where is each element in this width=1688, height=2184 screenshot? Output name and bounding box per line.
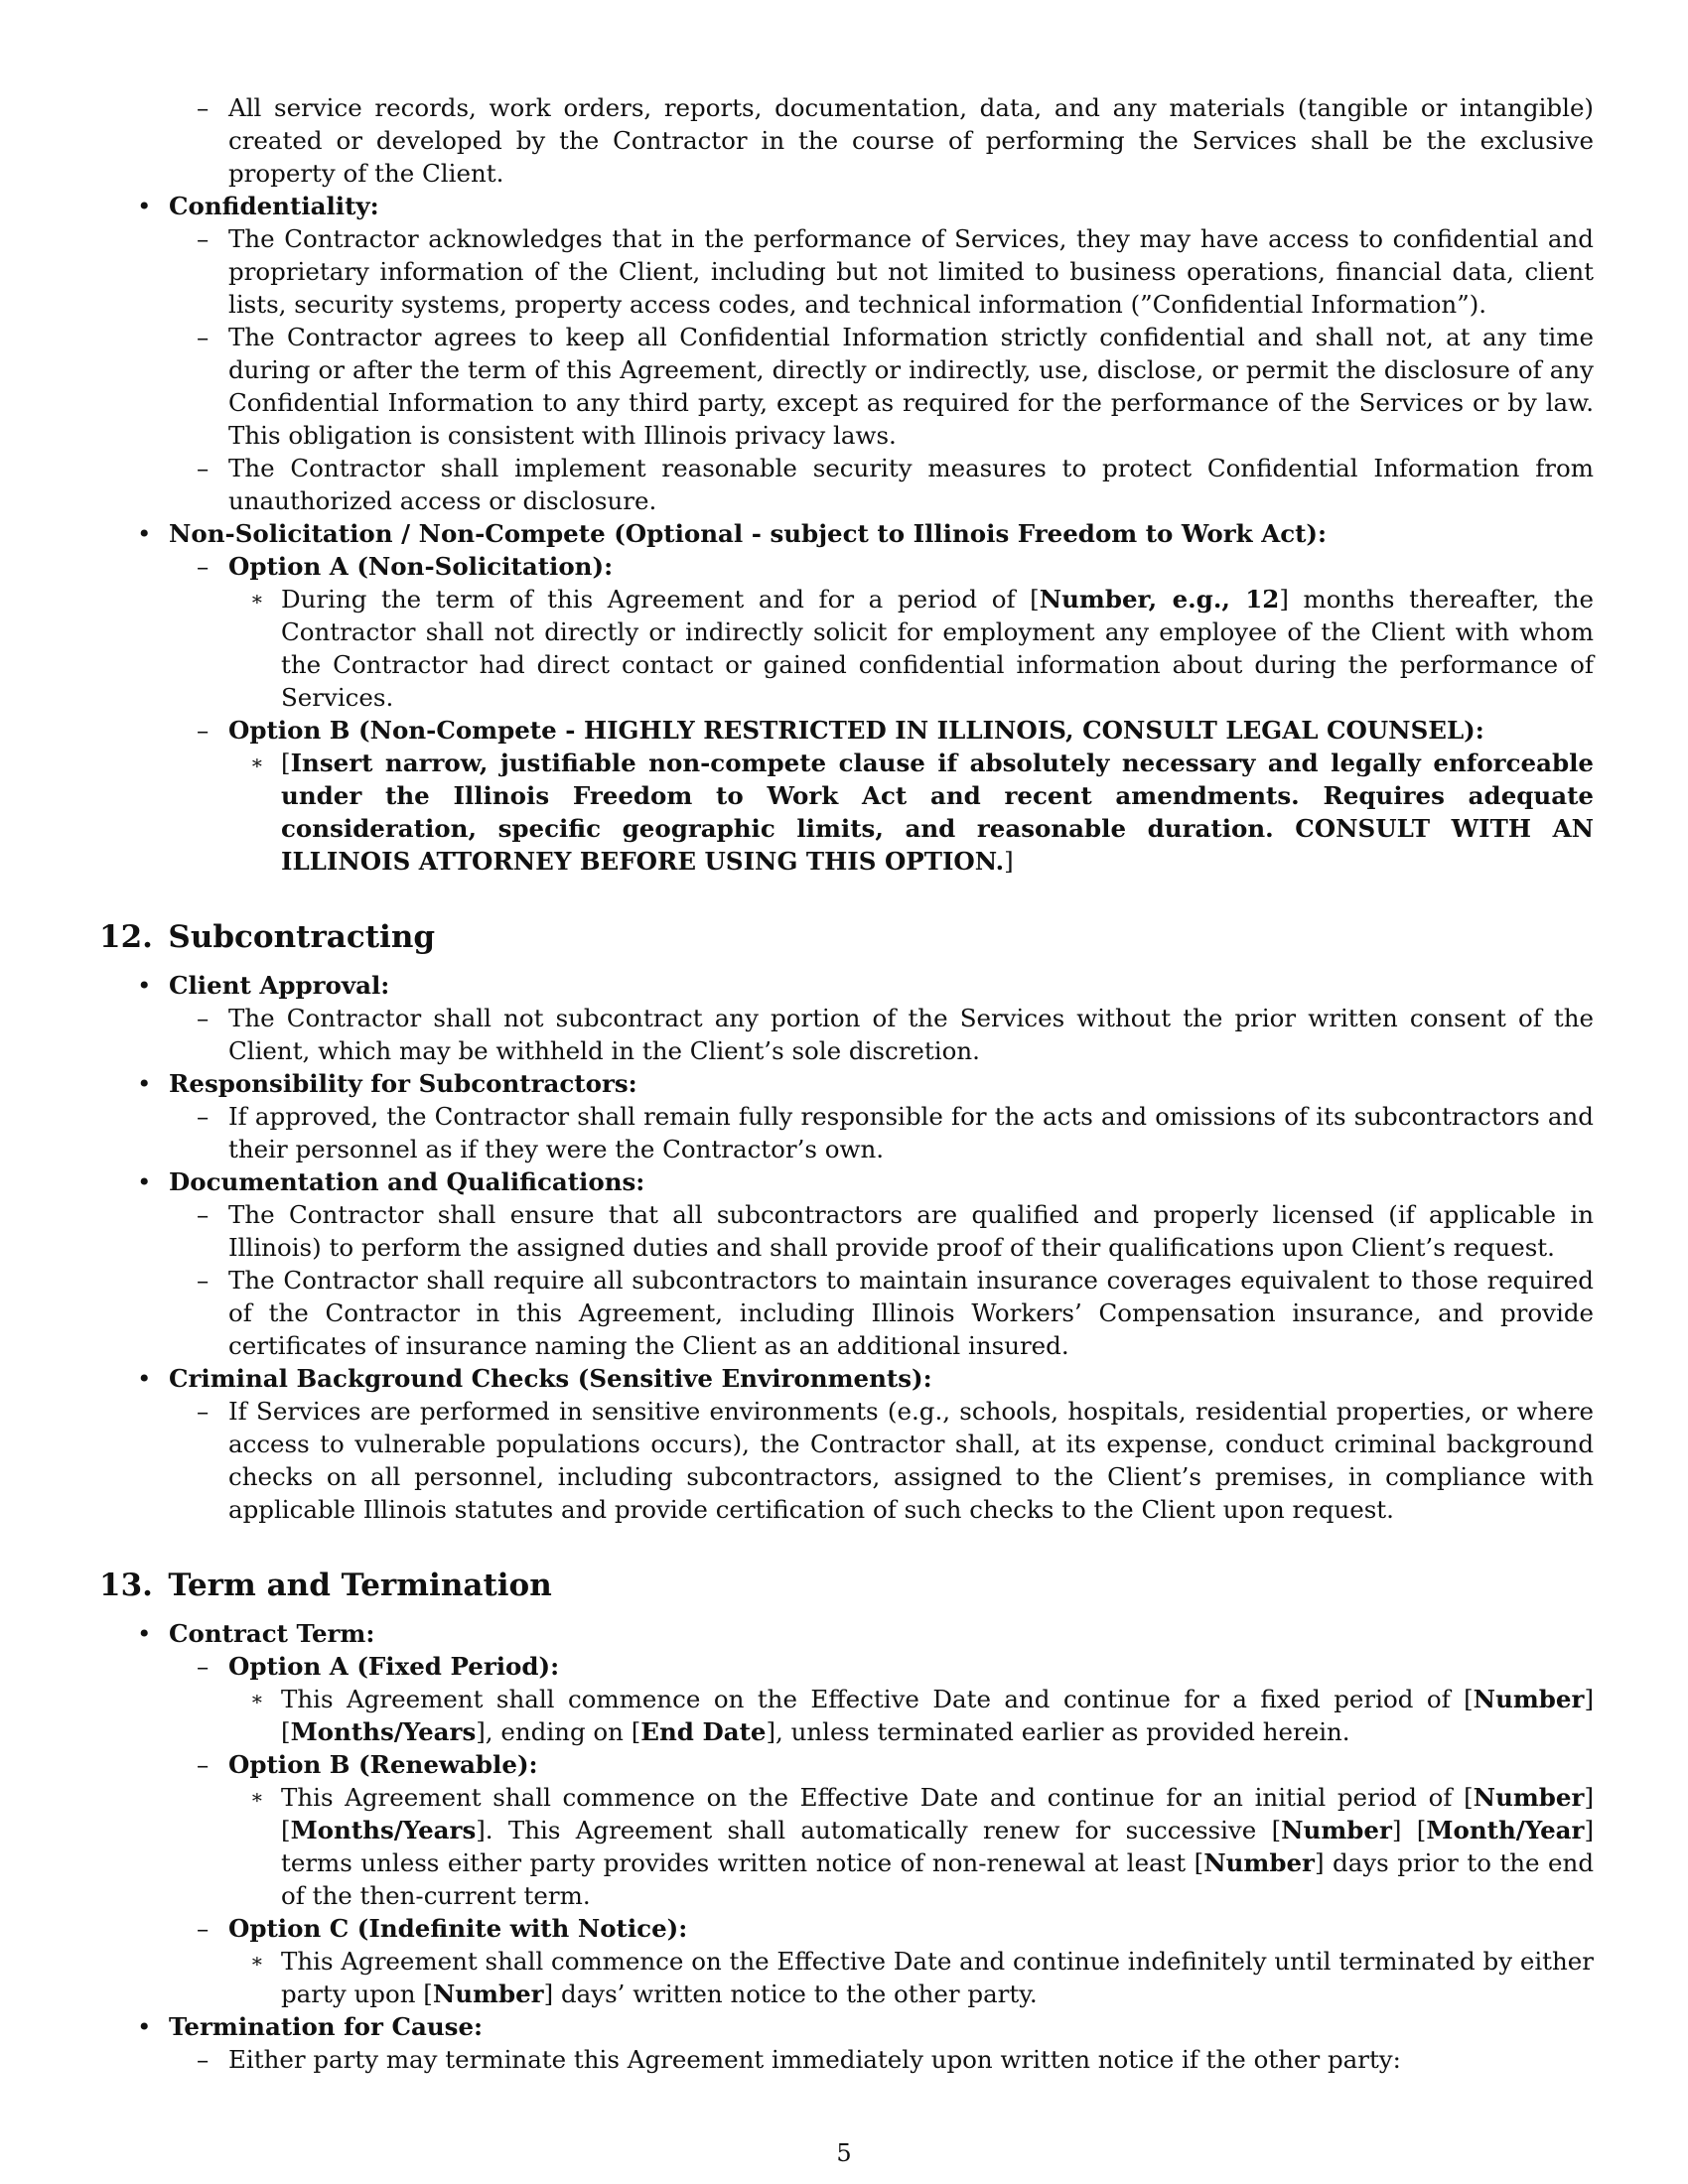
option-a-item: – Option A (Non-Solicitation): (197, 552, 614, 581)
list-item: ∗ This Agreement shall commence on the Effective Date and continue indefinitely until terminated by either party upon [Number] days’ written notice to the other party. (250, 1947, 1594, 2008)
section-13-title: 13. Term and Termination (99, 1568, 552, 1603)
confidentiality-item (99, 190, 1594, 222)
list-item: – Option A (Fixed Period): (197, 1652, 560, 1681)
list-item: – If Services are performed in sensitive environments (e.g., schools, hospitals, residential properties, or where access to vulnerable populations occurs), the Contractor shall, at its expense, conduct criminal background checks on all personnel, including subcontractors, assigned to the Client’s premises, in compliance with applicable Illinois statutes and provide certification of such checks to the Client upon request. (197, 1397, 1594, 1524)
list-item: – The Contractor agrees to keep all Confidential Information strictly confidential and shall not, at any time during or after the term of this Agreement, directly or indirectly, use, disclose, or permit the disclosure of any Confidential Information to any third party, except as required for the performance of the Services or by law. This obligation is consistent with Illinois privacy laws. (197, 323, 1594, 450)
list-item: • Documentation and Qualifications: (137, 1167, 645, 1196)
list-item: – Either party may terminate this Agreement immediately upon written notice if the other party: (197, 2045, 1401, 2074)
noncompete-heading: Non-Solicitation / Non-Compete (Optional - subject to Illinois Freedom to Work Act): (169, 519, 1328, 548)
list-item: – The Contractor acknowledges that in the performance of Services, they may have access to confidential and proprietary information of the Client, including but not limited to business operations, financial data, client lists, security systems, property access codes, and technical information (”Confidential Information”). (197, 224, 1594, 319)
list-item: – The Contractor shall implement reasonable security measures to protect Confidential Information from unauthorized access or disclosure. (197, 454, 1594, 515)
list-item: – The Contractor shall require all subcontractors to maintain insurance coverages equivalent to those required of the Contractor in this Agreement, including Illinois Workers’ Compensation insurance, and provide certificates of insurance naming the Client as an additional insured. (197, 1266, 1594, 1360)
asterisk-bullet: ∗ (250, 587, 264, 611)
list-item: • Criminal Background Checks (Sensitive Environments): (137, 1364, 932, 1393)
list-item: • Contract Term: (137, 1619, 375, 1648)
section-12-title: 12. Subcontracting (99, 919, 436, 955)
list-item: – Option C (Indefinite with Notice): (197, 1914, 688, 1943)
list-item: • Responsibility for Subcontractors: (137, 1069, 637, 1098)
bullet: • (137, 192, 152, 220)
dash-bullet: – (197, 93, 210, 122)
list-item: – If approved, the Contractor shall remain fully responsible for the acts and omissions of its subcontractors and their personnel as if they were the Contractor’s own. (197, 1102, 1594, 1163)
list-item: • Client Approval: (137, 971, 390, 1000)
list-item: ∗ During the term of this Agreement and for a period of [Number, e.g., 12] months thereafter, the Contractor shall not directly or indirectly solicit for employment any employee of the Client with whom the Contractor had direct contact or gained confidential information about during the performance of Services. (250, 585, 1595, 712)
list-item: ∗ This Agreement shall commence on the Effective Date and continue for an initial period of [Number] [Months/Years]. This Agreement shall automatically renew for successive [Number] [Month/Year] terms unless either party provides written notice of non-renewal at least [Number] days prior to the end of the then-current term. (250, 1783, 1595, 1910)
list-item: – The Contractor shall ensure that all subcontractors are qualified and properly licensed (if applicable in Illinois) to perform the assigned duties and shall provide proof of their qualifications upon Client’s request. (197, 1200, 1594, 1262)
page-number: 5 (836, 2139, 852, 2167)
list-item: – Option B (Renewable): (197, 1750, 538, 1779)
list-item: – All service records, work orders, reports, documentation, data, and any materials (tangible or intangible) created or developed by the Contractor in the course of performing the Services shall be the exclusive property of the Client. (197, 93, 1594, 188)
document-page (99, 91, 1594, 2076)
confidentiality-heading: Confidentiality: (169, 192, 379, 220)
list-item: • Termination for Cause: (137, 2012, 484, 2041)
noncompete-item: • Non-Solicitation / Non-Compete (Optional - subject to Illinois Freedom to Work Act): (137, 519, 1328, 548)
list-item: ∗ This Agreement shall commence on the Effective Date and continue for a fixed period of [Number] [Months/Years], ending on [End Date], unless terminated earlier as provided herein. (250, 1685, 1594, 1746)
option-b-item: – Option B (Non-Compete - HIGHLY RESTRICTED IN ILLINOIS, CONSULT LEGAL COUNSEL): (197, 716, 1484, 745)
list-item: ∗ [Insert narrow, justifiable non-compete clause if absolutely necessary and legally enforceable under the Illinois Freedom to Work Act and recent amendments. Requires adequate consideration, specific geographic limits, and reasonable duration. CONSULT WITH AN ILLINOIS ATTORNEY BEFORE USING THIS OPTION.] (250, 749, 1594, 876)
asterisk-bullet: ∗ (250, 751, 264, 774)
list-item: – The Contractor shall not subcontract any portion of the Services without the prior written consent of the Client, which may be withheld in the Client’s sole discretion. (197, 1004, 1594, 1065)
